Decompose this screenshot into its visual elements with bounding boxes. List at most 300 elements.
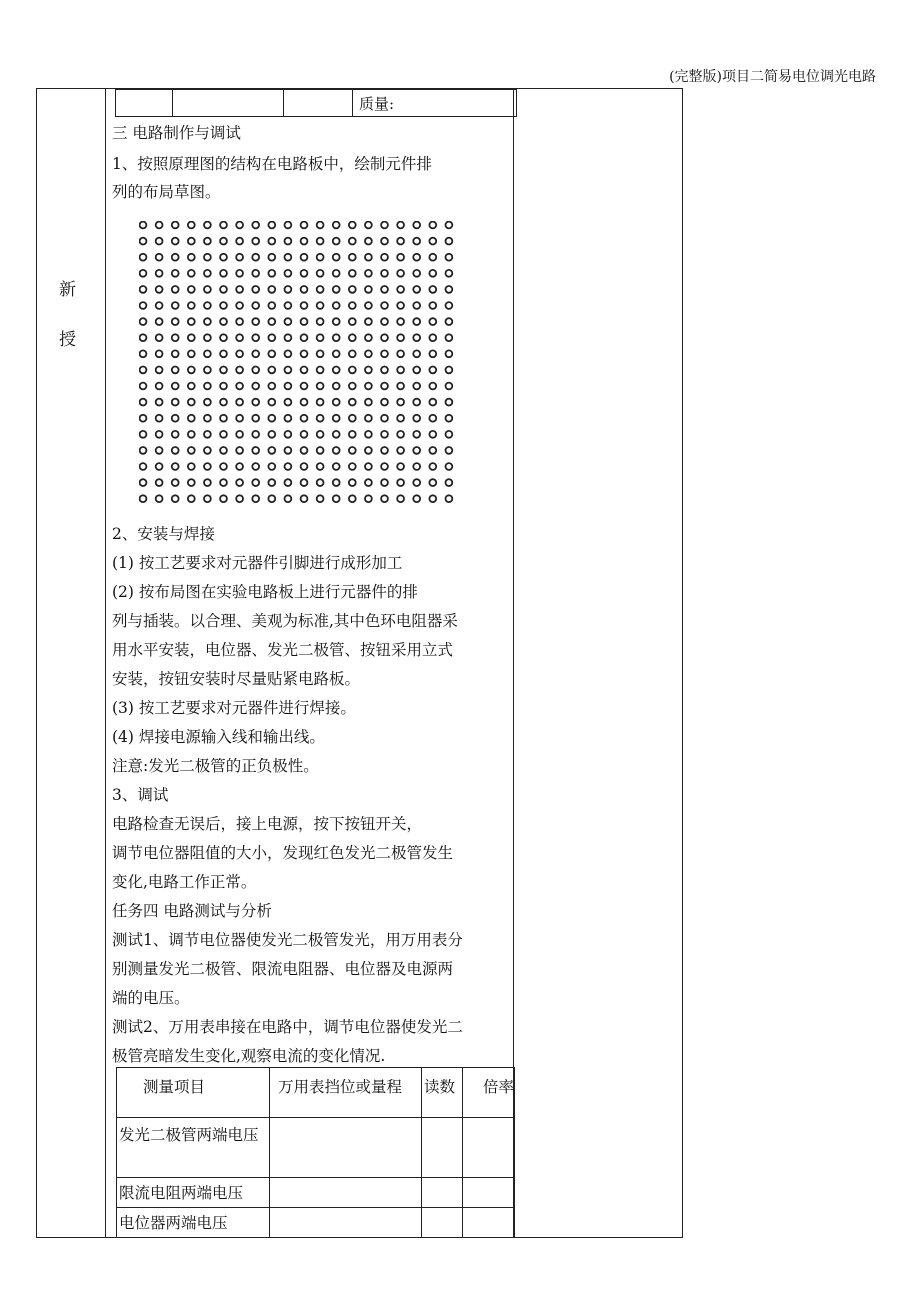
board-hole	[301, 495, 308, 502]
board-hole	[220, 302, 227, 309]
board-hole	[333, 222, 340, 229]
board-hole	[156, 495, 163, 502]
board-hole	[204, 238, 211, 245]
board-hole	[365, 222, 372, 229]
board-hole	[285, 431, 292, 438]
board-hole	[188, 399, 195, 406]
board-hole	[333, 431, 340, 438]
board-hole	[381, 238, 388, 245]
board-hole	[349, 383, 356, 390]
board-hole	[268, 270, 275, 277]
board-hole	[397, 350, 404, 357]
board-hole	[333, 270, 340, 277]
board-hole	[140, 350, 147, 357]
board-hole	[268, 431, 275, 438]
board-hole	[397, 495, 404, 502]
board-hole	[285, 350, 292, 357]
board-hole	[172, 270, 179, 277]
board-hole	[333, 254, 340, 261]
board-hole	[413, 447, 420, 454]
board-hole	[285, 367, 292, 374]
board-hole	[188, 222, 195, 229]
board-hole	[301, 431, 308, 438]
board-hole	[317, 286, 324, 293]
board-hole	[252, 254, 259, 261]
board-hole	[204, 350, 211, 357]
board-hole	[236, 463, 243, 470]
board-hole	[333, 383, 340, 390]
board-hole	[429, 415, 436, 422]
board-hole	[252, 431, 259, 438]
board-hole	[301, 350, 308, 357]
board-hole	[381, 495, 388, 502]
board-hole	[349, 334, 356, 341]
board-hole	[236, 270, 243, 277]
body-line: 别测量发光二极管、限流电阻器、电位器及电源两	[112, 960, 454, 978]
board-hole	[397, 270, 404, 277]
board-hole	[317, 238, 324, 245]
board-hole	[349, 286, 356, 293]
board-hole	[188, 447, 195, 454]
board-hole	[285, 479, 292, 486]
table-cell	[463, 1208, 515, 1238]
board-hole	[156, 350, 163, 357]
table-header: 测量项目	[117, 1068, 270, 1118]
board-hole	[156, 222, 163, 229]
board-hole	[397, 447, 404, 454]
board-hole	[317, 479, 324, 486]
board-hole	[429, 334, 436, 341]
board-hole	[204, 479, 211, 486]
board-hole	[220, 447, 227, 454]
body-line: 1、按照原理图的结构在电路板中，绘制元件排	[112, 155, 432, 173]
board-hole	[317, 318, 324, 325]
board-hole	[156, 302, 163, 309]
board-hole	[446, 270, 453, 277]
board-hole	[446, 238, 453, 245]
board-hole	[333, 238, 340, 245]
column-divider	[513, 89, 514, 1237]
board-hole	[252, 238, 259, 245]
board-hole	[268, 495, 275, 502]
table-header: 万用表挡位或量程	[270, 1068, 422, 1118]
board-hole	[204, 399, 211, 406]
board-hole	[446, 222, 453, 229]
board-hole	[413, 350, 420, 357]
board-hole	[140, 318, 147, 325]
side-label-shou: 授	[59, 330, 76, 350]
table-cell	[270, 1208, 422, 1238]
board-hole	[236, 383, 243, 390]
board-hole	[285, 302, 292, 309]
board-hole	[301, 367, 308, 374]
board-hole	[349, 367, 356, 374]
board-hole	[188, 495, 195, 502]
board-hole	[172, 463, 179, 470]
board-hole	[301, 399, 308, 406]
board-hole	[317, 431, 324, 438]
board-hole	[268, 222, 275, 229]
board-hole	[236, 399, 243, 406]
board-hole	[365, 383, 372, 390]
table-cell	[422, 1118, 463, 1178]
table-header: 倍率	[463, 1068, 515, 1118]
board-hole	[156, 286, 163, 293]
board-hole	[317, 222, 324, 229]
board-hole	[268, 447, 275, 454]
board-hole	[188, 350, 195, 357]
body-line: 安装，按钮安装时尽量贴紧电路板。	[112, 670, 361, 688]
board-hole	[188, 286, 195, 293]
board-hole	[413, 383, 420, 390]
board-hole	[188, 367, 195, 374]
board-hole	[413, 479, 420, 486]
board-hole	[204, 463, 211, 470]
board-hole	[333, 495, 340, 502]
board-hole	[301, 286, 308, 293]
table-cell: 发光二极管两端电压	[117, 1118, 270, 1178]
board-hole	[172, 383, 179, 390]
board-hole	[285, 286, 292, 293]
board-hole	[268, 238, 275, 245]
body-line: 测试1、调节电位器使发光二极管发光，用万用表分	[112, 931, 463, 949]
board-hole	[446, 431, 453, 438]
board-hole	[333, 399, 340, 406]
board-hole	[397, 222, 404, 229]
board-hole	[397, 254, 404, 261]
board-hole	[317, 270, 324, 277]
board-hole	[236, 254, 243, 261]
board-hole	[252, 222, 259, 229]
board-hole	[220, 463, 227, 470]
board-hole	[220, 399, 227, 406]
body-line: 用水平安装，电位器、发光二极管、按钮采用立式	[112, 641, 454, 659]
board-hole	[429, 270, 436, 277]
board-hole	[317, 367, 324, 374]
side-label-xin: 新	[59, 280, 76, 300]
board-hole	[236, 479, 243, 486]
board-hole	[429, 431, 436, 438]
board-hole	[172, 222, 179, 229]
board-hole	[397, 318, 404, 325]
board-hole	[252, 286, 259, 293]
board-hole	[349, 318, 356, 325]
board-hole	[301, 479, 308, 486]
board-hole	[365, 286, 372, 293]
board-hole	[429, 463, 436, 470]
top-cell	[284, 90, 353, 117]
board-hole	[236, 334, 243, 341]
board-hole	[349, 463, 356, 470]
board-hole	[156, 463, 163, 470]
board-hole	[252, 463, 259, 470]
board-hole	[236, 495, 243, 502]
board-hole	[349, 399, 356, 406]
board-hole	[381, 334, 388, 341]
board-hole	[188, 302, 195, 309]
board-hole	[365, 334, 372, 341]
board-hole	[381, 431, 388, 438]
board-hole	[285, 238, 292, 245]
board-hole	[349, 270, 356, 277]
doc-title: (完整版)项目二简易电位调光电路	[669, 69, 876, 85]
board-hole	[156, 415, 163, 422]
board-hole	[204, 270, 211, 277]
board-hole	[301, 318, 308, 325]
board-hole	[397, 286, 404, 293]
board-hole	[365, 399, 372, 406]
board-hole	[317, 334, 324, 341]
board-hole	[365, 318, 372, 325]
board-hole	[188, 238, 195, 245]
board-hole	[365, 350, 372, 357]
board-hole	[413, 222, 420, 229]
board-hole	[365, 270, 372, 277]
table-cell	[422, 1208, 463, 1238]
board-hole	[301, 270, 308, 277]
board-hole	[188, 254, 195, 261]
board-hole	[381, 367, 388, 374]
board-hole	[413, 495, 420, 502]
board-hole	[252, 318, 259, 325]
board-hole	[285, 447, 292, 454]
board-hole	[156, 270, 163, 277]
board-hole	[365, 367, 372, 374]
board-hole	[285, 222, 292, 229]
board-hole	[365, 447, 372, 454]
board-hole	[236, 318, 243, 325]
board-hole	[220, 479, 227, 486]
board-hole	[204, 222, 211, 229]
board-hole	[236, 302, 243, 309]
board-hole	[252, 383, 259, 390]
board-hole	[204, 447, 211, 454]
board-hole	[252, 495, 259, 502]
table-cell	[463, 1178, 515, 1208]
board-hole	[188, 383, 195, 390]
board-hole	[220, 367, 227, 374]
board-hole	[172, 350, 179, 357]
board-hole	[317, 495, 324, 502]
board-hole	[252, 479, 259, 486]
board-hole	[140, 222, 147, 229]
board-hole	[204, 415, 211, 422]
board-hole	[140, 415, 147, 422]
board-hole	[301, 238, 308, 245]
board-hole	[349, 415, 356, 422]
board-hole	[429, 447, 436, 454]
board-hole	[220, 270, 227, 277]
board-hole	[268, 302, 275, 309]
board-hole	[172, 367, 179, 374]
board-hole	[172, 286, 179, 293]
board-hole	[204, 302, 211, 309]
board-hole	[140, 383, 147, 390]
board-hole	[429, 222, 436, 229]
board-hole	[397, 302, 404, 309]
board-hole	[156, 254, 163, 261]
board-hole	[446, 447, 453, 454]
board-hole	[252, 367, 259, 374]
board-hole	[172, 431, 179, 438]
board-hole	[381, 447, 388, 454]
board-hole	[268, 383, 275, 390]
board-hole	[365, 431, 372, 438]
board-hole	[446, 463, 453, 470]
board-hole	[156, 238, 163, 245]
board-hole	[397, 383, 404, 390]
board-hole	[317, 463, 324, 470]
body-line: (3) 按工艺要求对元器件进行焊接。	[112, 699, 356, 717]
board-hole	[268, 334, 275, 341]
board-hole	[156, 399, 163, 406]
board-hole	[349, 431, 356, 438]
board-hole	[140, 399, 147, 406]
board-hole	[397, 463, 404, 470]
table-cell	[422, 1178, 463, 1208]
perfboard-dot-grid	[139, 221, 459, 509]
board-hole	[252, 415, 259, 422]
board-hole	[381, 463, 388, 470]
board-hole	[285, 495, 292, 502]
column-divider	[105, 89, 106, 1237]
board-hole	[301, 222, 308, 229]
board-hole	[140, 238, 147, 245]
body-line: 2、安装与焊接	[112, 525, 215, 543]
board-hole	[429, 399, 436, 406]
board-hole	[365, 463, 372, 470]
board-hole	[381, 254, 388, 261]
body-line: 调节电位器阻值的大小，发现红色发光二极管发生	[112, 844, 454, 862]
board-hole	[429, 383, 436, 390]
board-hole	[429, 254, 436, 261]
board-hole	[429, 350, 436, 357]
board-hole	[365, 415, 372, 422]
board-hole	[172, 399, 179, 406]
body-line: 电路检查无误后，接上电源，按下按钮开关，	[112, 815, 423, 833]
board-hole	[413, 238, 420, 245]
board-hole	[236, 431, 243, 438]
board-hole	[301, 254, 308, 261]
board-hole	[172, 479, 179, 486]
body-line: 3、调试	[112, 786, 169, 804]
board-hole	[429, 238, 436, 245]
board-hole	[349, 238, 356, 245]
board-hole	[413, 334, 420, 341]
board-hole	[349, 495, 356, 502]
board-hole	[172, 238, 179, 245]
board-hole	[349, 350, 356, 357]
board-hole	[172, 334, 179, 341]
board-hole	[268, 286, 275, 293]
board-hole	[156, 334, 163, 341]
board-hole	[446, 254, 453, 261]
board-hole	[333, 350, 340, 357]
board-hole	[188, 415, 195, 422]
board-hole	[252, 270, 259, 277]
board-hole	[220, 415, 227, 422]
board-hole	[252, 334, 259, 341]
board-hole	[446, 367, 453, 374]
board-hole	[397, 415, 404, 422]
table-cell	[463, 1118, 515, 1178]
board-hole	[446, 399, 453, 406]
board-hole	[268, 479, 275, 486]
board-hole	[220, 286, 227, 293]
board-hole	[172, 415, 179, 422]
board-hole	[156, 367, 163, 374]
board-hole	[268, 318, 275, 325]
board-hole	[413, 463, 420, 470]
board-hole	[446, 383, 453, 390]
board-hole	[413, 270, 420, 277]
board-hole	[397, 399, 404, 406]
board-hole	[413, 415, 420, 422]
board-hole	[204, 367, 211, 374]
table-cell: 限流电阻两端电压	[117, 1178, 270, 1208]
board-hole	[156, 479, 163, 486]
board-hole	[156, 447, 163, 454]
board-hole	[446, 286, 453, 293]
board-hole	[220, 431, 227, 438]
board-hole	[140, 447, 147, 454]
board-hole	[156, 383, 163, 390]
board-hole	[446, 318, 453, 325]
board-hole	[381, 399, 388, 406]
body-line: 列的布局草图。	[112, 183, 221, 201]
board-hole	[413, 286, 420, 293]
board-hole	[140, 302, 147, 309]
board-hole	[365, 302, 372, 309]
board-hole	[268, 254, 275, 261]
board-hole	[156, 431, 163, 438]
board-hole	[188, 334, 195, 341]
board-hole	[204, 334, 211, 341]
board-hole	[381, 302, 388, 309]
board-hole	[236, 447, 243, 454]
board-hole	[381, 318, 388, 325]
board-hole	[381, 222, 388, 229]
board-hole	[188, 431, 195, 438]
board-hole	[236, 415, 243, 422]
board-hole	[413, 431, 420, 438]
board-hole	[140, 367, 147, 374]
board-hole	[140, 334, 147, 341]
body-line: 端的电压。	[112, 989, 190, 1007]
board-hole	[333, 479, 340, 486]
board-hole	[236, 222, 243, 229]
board-hole	[333, 302, 340, 309]
board-hole	[204, 431, 211, 438]
board-hole	[333, 318, 340, 325]
board-hole	[381, 383, 388, 390]
body-line: (1) 按工艺要求对元器件引脚进行成形加工	[112, 554, 403, 572]
board-hole	[397, 367, 404, 374]
board-hole	[188, 318, 195, 325]
board-hole	[220, 222, 227, 229]
table-cell	[270, 1178, 422, 1208]
board-hole	[381, 270, 388, 277]
board-hole	[285, 399, 292, 406]
quality-label: 质量:	[353, 90, 517, 117]
task-heading: 任务四 电路测试与分析	[112, 902, 272, 920]
board-hole	[381, 350, 388, 357]
board-hole	[349, 447, 356, 454]
board-hole	[172, 254, 179, 261]
board-hole	[188, 270, 195, 277]
board-hole	[397, 334, 404, 341]
board-hole	[381, 479, 388, 486]
